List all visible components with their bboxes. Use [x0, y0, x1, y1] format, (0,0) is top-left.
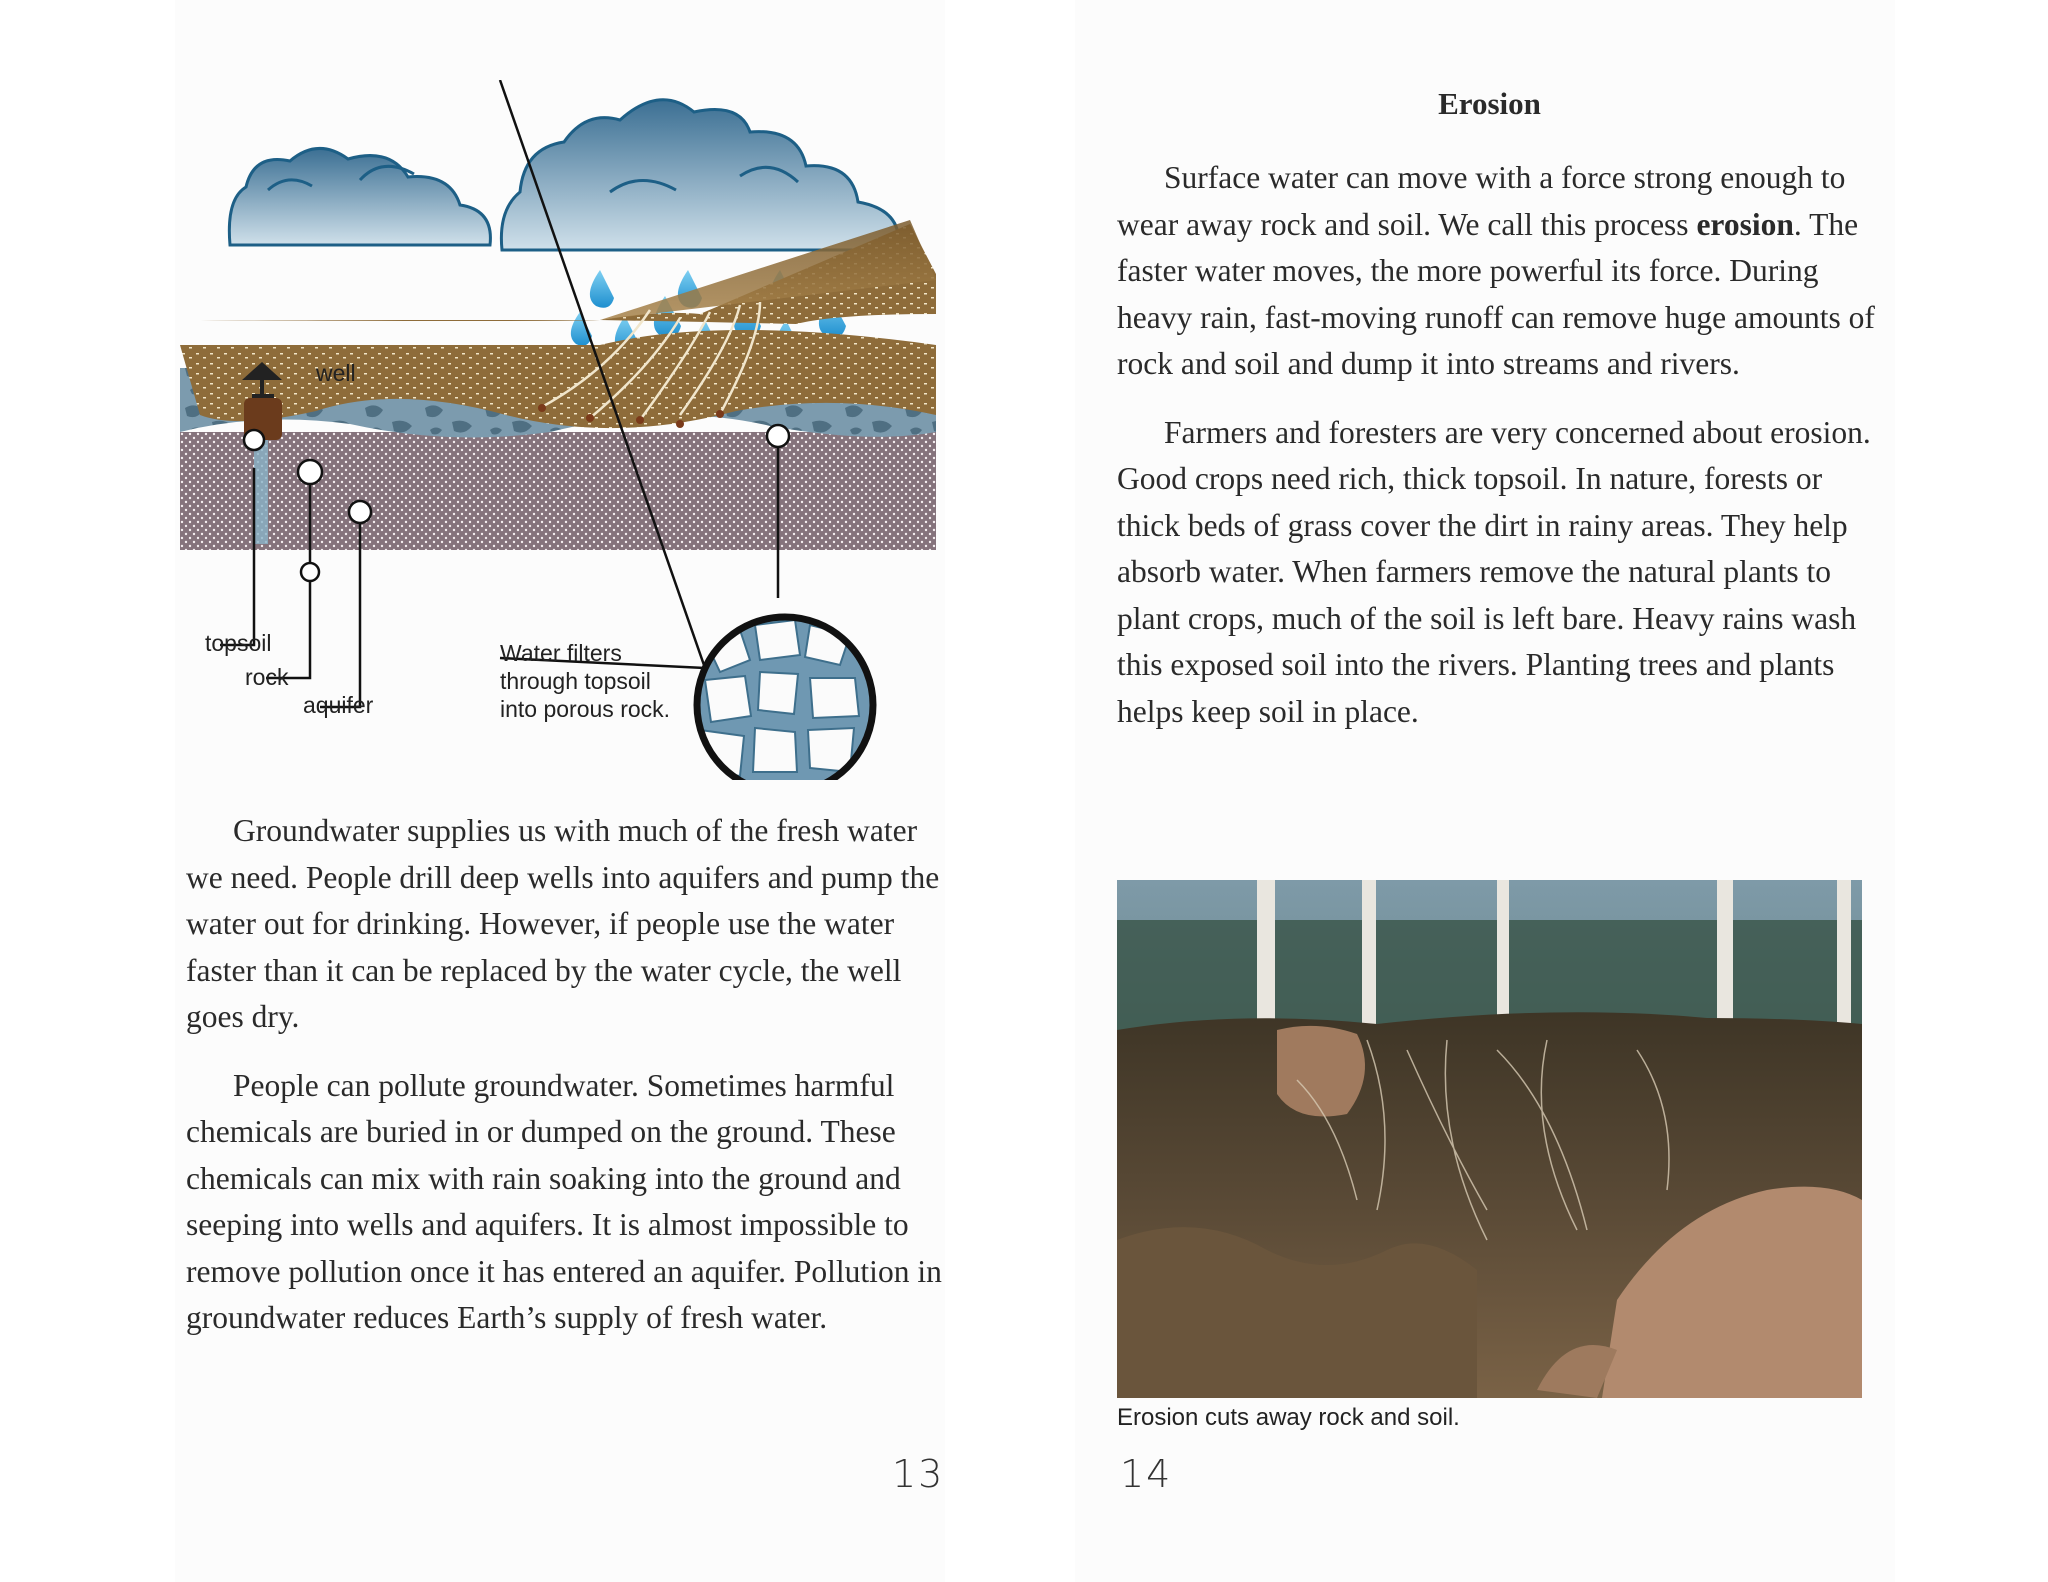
label-filter-line2: through topsoil [500, 668, 651, 694]
photo-caption: Erosion cuts away rock and soil. [1117, 1404, 1460, 1431]
paragraph-farmers-erosion: Farmers and foresters are very concerned about erosion. Good crops need rich, thick topsoil. In nature, forests or thick beds of grass cover the dirt in rainy areas. They help absorb water. When farmers remove the natural plants to plant crops, much of the soil is left bare. Heavy rains wash this exposed soil into the rivers. Planting trees and plants helps keep soil in place. [1117, 414, 1871, 729]
paragraph-groundwater-supply: Groundwater supplies us with much of the fresh water we need. People drill deep wells into aquifers and pump the water out for drinking. However, if people use the water faster than it can be replaced by the water cycle, the well goes dry. [186, 813, 940, 1034]
page-number-right: 14 [1120, 1452, 1173, 1496]
cloud-large [501, 100, 898, 250]
page-number-left: 13 [892, 1452, 945, 1496]
label-rock: rock [245, 664, 289, 690]
porous-rock-magnifier [690, 610, 890, 780]
paragraph-groundwater-pollution: People can pollute groundwater. Sometimes harmful chemicals are buried in or dumped on the ground. These chemicals can mix with rain soaking into the ground and seeping into wells and aquifers. It is almost impossible to remove pollution once it has entered an aquifer. Pollution in groundwater reduces Earth’s supply of fresh water. [186, 1067, 942, 1335]
section-heading-erosion: Erosion [1438, 86, 1541, 121]
p1-before-text: Surface water can move with a force strong enough to wear away rock and soil. We call this process [1117, 160, 1846, 242]
left-body-text [186, 808, 946, 1342]
erosion-photo [1117, 880, 1862, 1398]
cloud-small [229, 148, 490, 245]
ground-layers [180, 220, 936, 550]
label-filter-line1: Water filters [500, 640, 622, 666]
label-filter-line3: into porous rock. [500, 696, 671, 722]
term-erosion: erosion [1696, 206, 1794, 242]
label-well: well [316, 360, 356, 386]
groundwater-diagram [180, 80, 950, 780]
eroded-bank-illustration [1117, 880, 1862, 1398]
label-aquifer: aquifer [303, 692, 374, 718]
p1-after-text: . The faster water moves, the more powerful its force. During heavy rain, fast-moving runoff can remove huge amounts of rock and soil and dump it into streams and rivers. [1117, 206, 1875, 381]
paragraph-erosion-definition [1117, 155, 1877, 388]
right-body-text [1117, 155, 1877, 735]
label-topsoil: topsoil [205, 630, 272, 656]
